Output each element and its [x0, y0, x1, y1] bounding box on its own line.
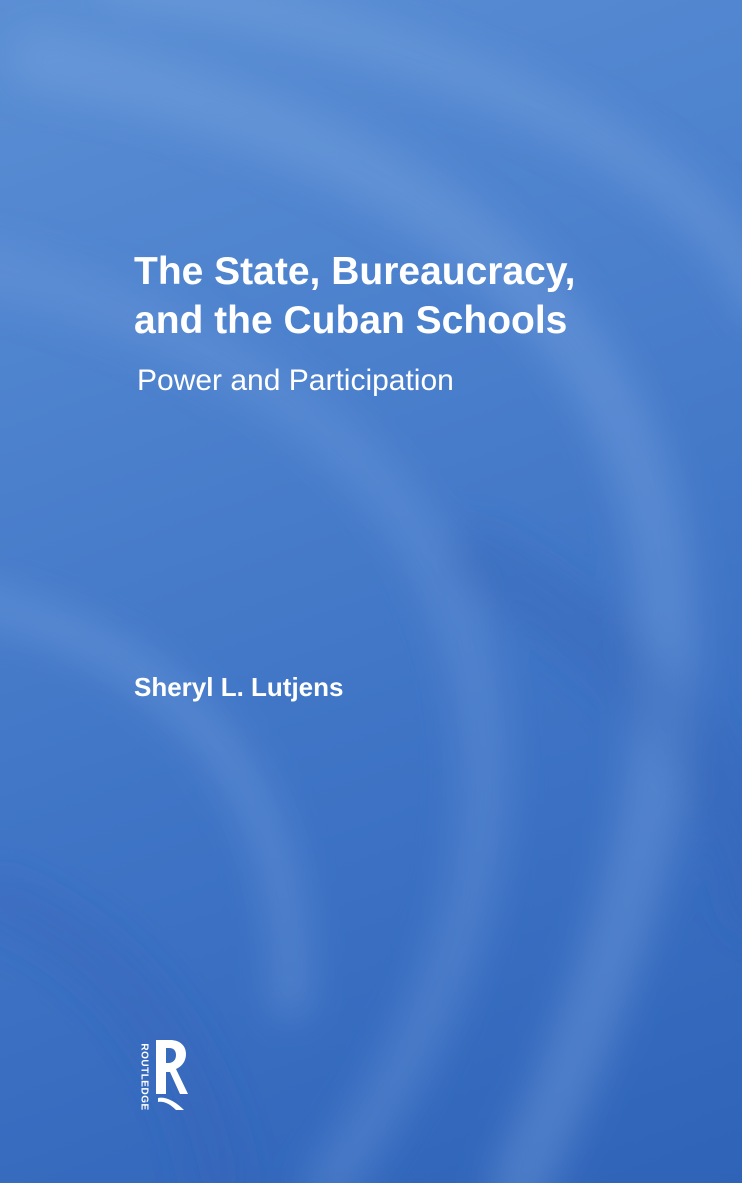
publisher-name: ROUTLEDGE [138, 1043, 150, 1111]
title-line-2: and the Cuban Schools [134, 299, 568, 342]
title-line-1: The State, Bureaucracy, [134, 250, 576, 293]
routledge-logo-icon [136, 1036, 188, 1110]
book-subtitle: Power and Participation [137, 364, 454, 397]
author-name: Sheryl L. Lutjens [134, 672, 344, 702]
book-title [134, 247, 724, 345]
